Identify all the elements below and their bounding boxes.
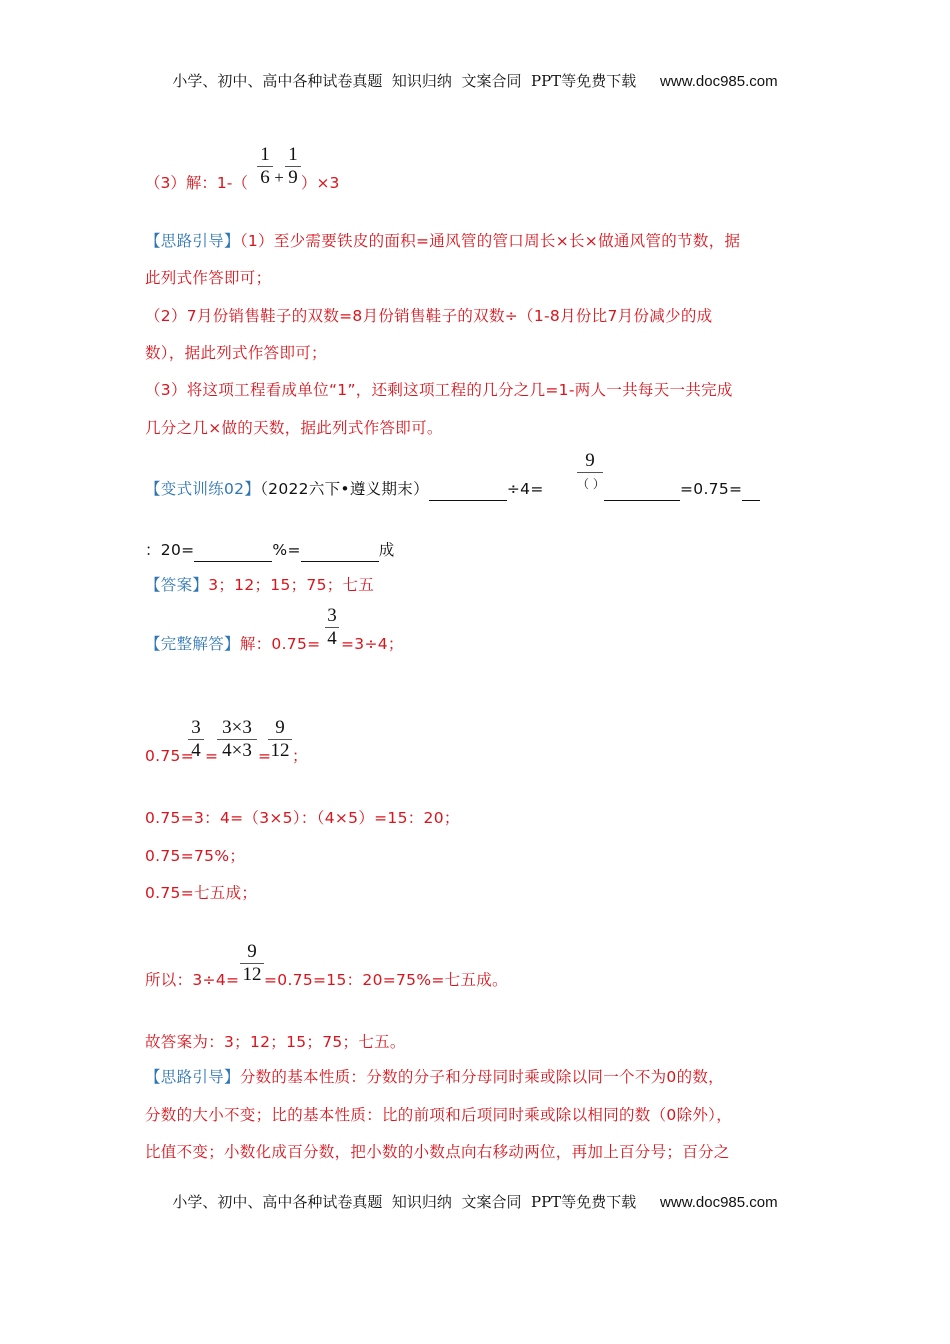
solution-line4: 0.75=75%； xyxy=(145,847,246,865)
q3-fraction-1 xyxy=(257,145,273,188)
blank-2[interactable] xyxy=(604,484,680,501)
header-text: 小学、初中、高中各种试卷真题 知识归纳 文案合同 PPT等免费下载 xyxy=(172,72,637,90)
guide1-line4: 数），据此列式作答即可； xyxy=(145,344,327,362)
guide2-tag: 【思路引导】 xyxy=(145,1068,240,1086)
blank-3[interactable] xyxy=(742,484,760,501)
answer-text: 3；12；15；75；七五 xyxy=(208,576,375,594)
solution-line3: 0.75=3：4=（3×5）：（4×5）=15：20； xyxy=(145,809,460,827)
guide1-line1: 【思路引导】（1）至少需要铁皮的面积=通风管的管口周长×长×做通风管的节数，据 xyxy=(145,232,741,250)
guide2-line1: 【思路引导】分数的基本性质：分数的分子和分母同时乘或除以同一个不为0的数， xyxy=(145,1068,724,1086)
blank-4[interactable] xyxy=(194,545,272,562)
page-footer xyxy=(0,1191,950,1212)
answer-line xyxy=(145,573,374,597)
exercise-fraction xyxy=(577,451,603,494)
q3-prefix: （3）解：1-（ xyxy=(145,174,248,192)
solution-line1: 【完整解答】解：0.75= xyxy=(145,635,321,653)
solution-line6: 所以：3÷4= xyxy=(145,971,240,989)
header-url[interactable]: www.doc985.com xyxy=(660,73,778,90)
s2-fraction-3: 9 12 xyxy=(268,718,292,761)
q3-line xyxy=(145,171,248,193)
q3-fraction-2 xyxy=(285,145,301,188)
exercise-source: （2022六下•遵义期末） xyxy=(260,480,429,498)
guide2-line2: 分数的大小不变；比的基本性质：比的前项和后项同时乘或除以相同的数（0除外）， xyxy=(145,1106,733,1124)
solution-line5: 0.75=七五成； xyxy=(145,884,258,902)
page-header xyxy=(0,70,950,91)
guide1-line3: （2）7月份销售鞋子的双数=8月份销售鞋子的双数÷（1-8月份比7月份减少的成 xyxy=(145,307,713,325)
exercise-line1: 【变式训练02】（2022六下•遵义期末） ÷4= xyxy=(145,477,544,501)
q3-frac2-den: 9 xyxy=(288,167,298,188)
solution-line2: 0.75= xyxy=(145,747,194,765)
footer-url[interactable]: www.doc985.com xyxy=(660,1194,778,1211)
q3-plus: + xyxy=(274,168,284,187)
guide1-line6: 几分之几×做的天数，据此列式作答即可。 xyxy=(145,419,443,437)
solution-tag: 【完整解答】 xyxy=(145,635,240,653)
s6-fraction: 9 12 xyxy=(240,942,264,985)
answer-tag: 【答案】 xyxy=(145,576,209,594)
exercise-line2: ：20= %= 成 xyxy=(145,538,395,562)
guide1-tag: 【思路引导】 xyxy=(145,232,240,250)
blank-1[interactable] xyxy=(429,484,507,501)
q3-suffix: ）×3 xyxy=(301,174,340,192)
exercise-frac-den: （ ） xyxy=(577,477,605,491)
exercise-frac-num: 9 xyxy=(585,450,595,471)
exercise-tag: 【变式训练02】 xyxy=(145,480,261,498)
blank-5[interactable] xyxy=(301,545,379,562)
footer-text: 小学、初中、高中各种试卷真题 知识归纳 文案合同 PPT等免费下载 xyxy=(172,1193,637,1211)
exercise-line1-right: =0.75= xyxy=(604,477,760,501)
solution-fraction: 3 4 xyxy=(325,606,339,649)
guide1-line5: （3）将这项工程看成单位“1”，还剩这项工程的几分之几=1-两人一共每天一共完成 xyxy=(145,381,733,399)
solution-line7: 故答案为：3；12；15；75；七五。 xyxy=(145,1033,406,1051)
s2-eq-2: = xyxy=(258,747,272,765)
s2-fraction-1: 3 4 xyxy=(188,718,204,761)
q3-frac1-num: 1 xyxy=(260,144,270,165)
q3-frac1-den: 6 xyxy=(260,167,270,188)
s2-end: ； xyxy=(292,747,308,765)
s2-eq-1: = xyxy=(205,747,219,765)
solution-line6-suffix: =0.75=15：20=75%=七五成。 xyxy=(264,971,508,989)
guide2-line3: 比值不变；小数化成百分数，把小数的小数点向右移动两位，再加上百分号；百分之 xyxy=(145,1143,730,1161)
s2-fraction-2: 3×3 4×3 xyxy=(217,718,257,761)
solution-line1-suffix: =3÷4； xyxy=(341,635,404,653)
q3-frac2-num: 1 xyxy=(288,144,298,165)
guide1-line2: 此列式作答即可； xyxy=(145,269,272,287)
